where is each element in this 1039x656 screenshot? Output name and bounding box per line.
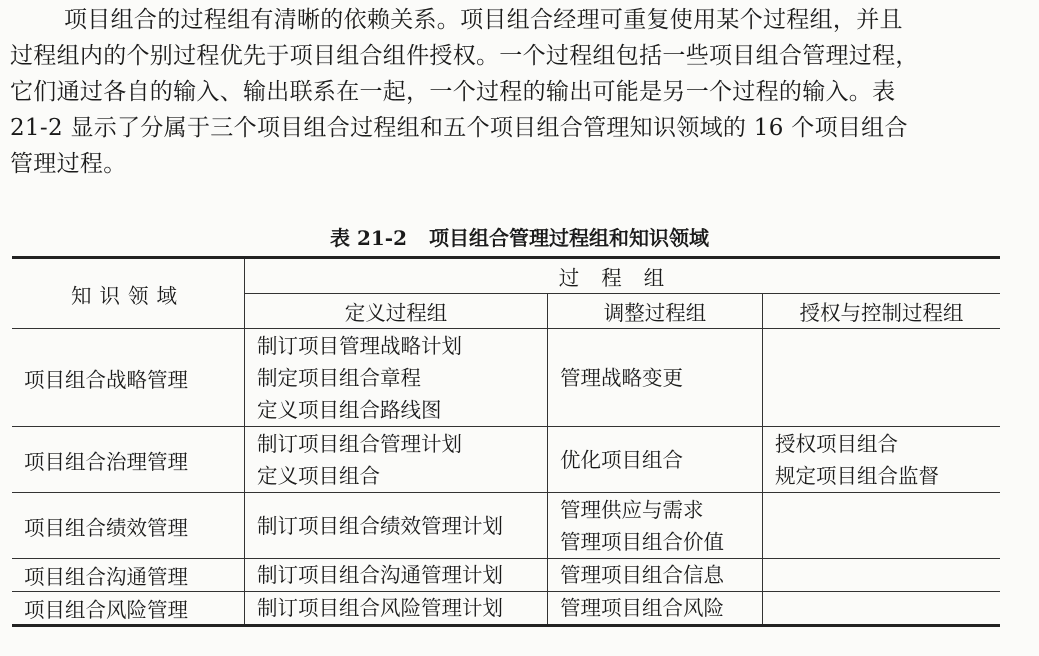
table-body bbox=[12, 329, 1000, 626]
paragraph-line: 过程组内的个别过程优先于项目组合组件授权。一个过程组包括一些项目组合管理过程， bbox=[10, 43, 919, 69]
cell-define bbox=[245, 329, 548, 427]
cell-authorize bbox=[763, 559, 1001, 592]
paragraph-line: 它们通过各自的输入、输出联系在一起，一个过程的输出可能是另一个过程的输入。表 bbox=[10, 79, 896, 105]
table-row bbox=[12, 559, 1000, 592]
process-name: 规定项目组合监督 bbox=[775, 463, 939, 488]
process-name: 管理战略变更 bbox=[560, 365, 683, 390]
cell-define bbox=[245, 427, 548, 493]
table-row bbox=[12, 493, 1000, 559]
intro-paragraph bbox=[10, 2, 1010, 182]
header-knowledge-area: 知识领域 bbox=[12, 258, 245, 329]
cell-authorize bbox=[763, 329, 1001, 427]
process-name: 制定项目组合章程 bbox=[257, 365, 421, 390]
table-caption bbox=[0, 222, 1039, 251]
process-name: 定义项目组合 bbox=[257, 463, 380, 488]
cell-knowledge-area: 项目组合风险管理 bbox=[12, 592, 245, 626]
cell-authorize bbox=[763, 493, 1001, 559]
process-name: 管理项目组合风险 bbox=[560, 596, 724, 620]
cell-define bbox=[245, 559, 548, 592]
cell-knowledge-area: 项目组合绩效管理 bbox=[12, 493, 245, 559]
cell-define bbox=[245, 493, 548, 559]
cell-knowledge-area: 项目组合战略管理 bbox=[12, 329, 245, 427]
table-row bbox=[12, 427, 1000, 493]
header-authorize-group: 授权与控制过程组 bbox=[763, 294, 1001, 329]
process-name: 管理项目组合信息 bbox=[560, 563, 724, 587]
paragraph-line: 管理过程。 bbox=[10, 151, 127, 177]
paragraph-line: 21-2 显示了分属于三个项目组合过程组和五个项目组合管理知识领域的 16 个项目组合 bbox=[10, 115, 908, 141]
process-name: 制订项目管理战略计划 bbox=[257, 333, 462, 358]
process-name: 授权项目组合 bbox=[775, 431, 898, 456]
cell-align bbox=[548, 427, 763, 493]
process-name: 制订项目组合沟通管理计划 bbox=[257, 563, 503, 587]
table-row bbox=[12, 592, 1000, 626]
cell-align bbox=[548, 329, 763, 427]
cell-knowledge-area: 项目组合治理管理 bbox=[12, 427, 245, 493]
table-caption-number: 表 21-2 bbox=[329, 226, 407, 250]
cell-align bbox=[548, 493, 763, 559]
process-name: 制订项目组合绩效管理计划 bbox=[257, 513, 503, 538]
cell-align bbox=[548, 559, 763, 592]
table-caption-title: 项目组合管理过程组和知识领域 bbox=[429, 226, 709, 250]
header-process-group: 过程组 bbox=[245, 258, 1001, 294]
cell-define bbox=[245, 592, 548, 626]
process-name: 优化项目组合 bbox=[560, 447, 683, 472]
knowledge-area-table bbox=[12, 256, 1000, 627]
process-name: 定义项目组合路线图 bbox=[257, 397, 442, 422]
header-align-group: 调整过程组 bbox=[548, 294, 763, 329]
table-row bbox=[12, 329, 1000, 427]
cell-authorize bbox=[763, 592, 1001, 626]
cell-authorize bbox=[763, 427, 1001, 493]
cell-knowledge-area: 项目组合沟通管理 bbox=[12, 559, 245, 592]
process-name: 制订项目组合管理计划 bbox=[257, 431, 462, 456]
process-name: 管理项目组合价值 bbox=[560, 529, 724, 554]
cell-align bbox=[548, 592, 763, 626]
paragraph-line: 项目组合的过程组有清晰的依赖关系。项目组合经理可重复使用某个过程组，并且 bbox=[64, 7, 903, 33]
process-name: 管理供应与需求 bbox=[560, 497, 704, 522]
process-name: 制订项目组合风险管理计划 bbox=[257, 596, 503, 620]
header-define-group: 定义过程组 bbox=[245, 294, 548, 329]
